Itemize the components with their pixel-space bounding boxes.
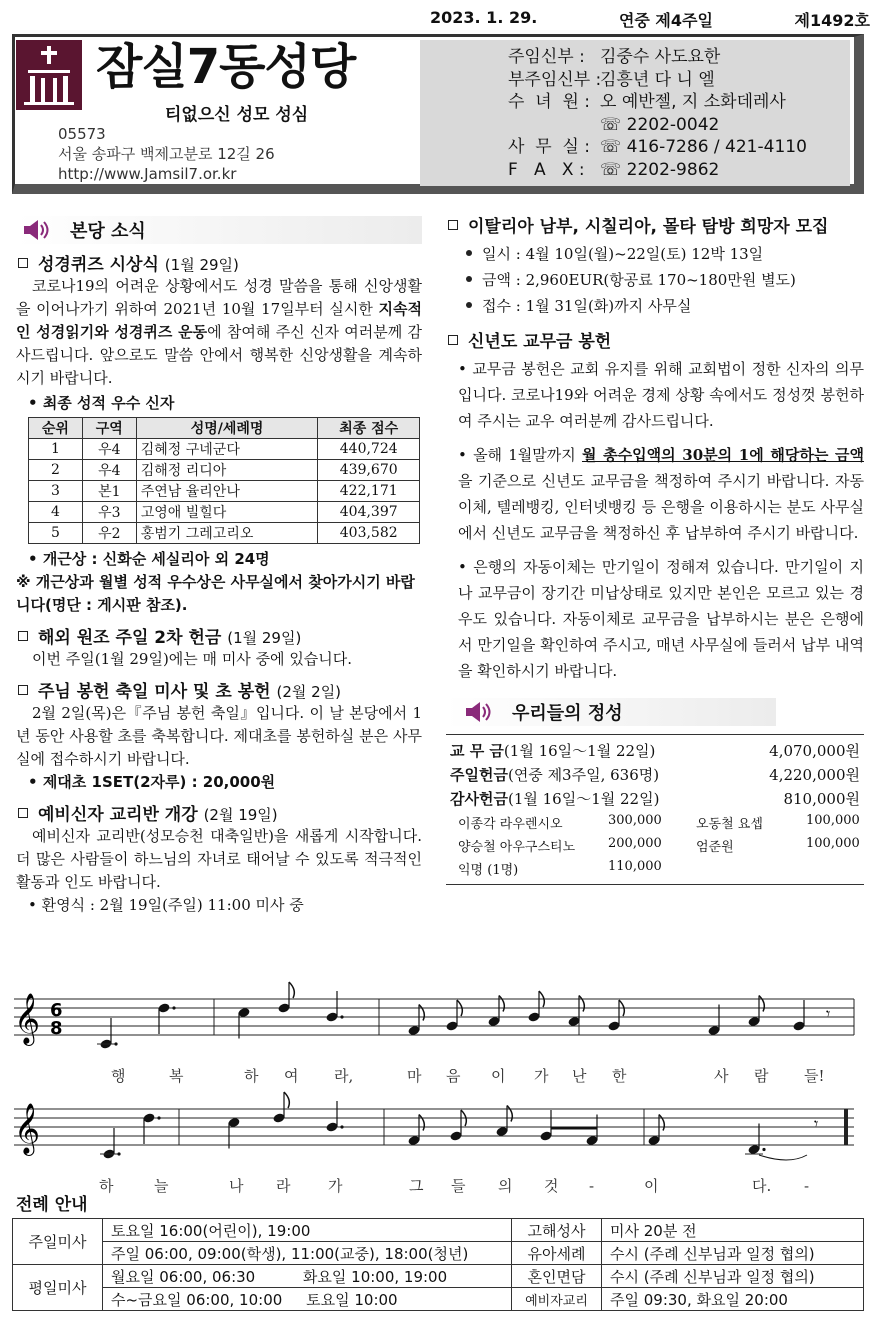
street-address: 서울 송파구 백제고분로 12길 26 (58, 145, 275, 163)
table-header: 최종 점수 (318, 418, 420, 439)
staff-row (508, 46, 807, 69)
svg-text:𝄾: 𝄾 (814, 1114, 819, 1133)
lyric-syllable: 그 (409, 1177, 424, 1195)
table-cell: 김혜정 구네군다 (136, 439, 318, 460)
table-cell: 2 (29, 460, 83, 481)
pilgrimage-details (446, 241, 864, 319)
staff-role: 사 무 실 : (508, 137, 591, 157)
mission-heading: 해외 원조 주일 2차 헌금 (1월 29일) (16, 623, 422, 648)
tithe-paragraph-3: • 은행의 자동이체는 만기일이 정해져 있습니다. 만기일이 지나 교무금이 장기간 미납상태로 있지만 본인은 모르고 있는 경우도 있습니다. 자동이체로 교무금을 납부하시는 분은 은행에서 만기일을 확인하여 주시고, 매년 사무실에 들러서 납부 내역을 확인하시기 바랍니다. (458, 558, 865, 680)
table-cell: 주연남 율리안나 (136, 481, 318, 502)
thanksgiving-donors (450, 813, 860, 878)
issue-number: 제1492호 (794, 11, 870, 30)
lyric-syllable: 다. (752, 1177, 772, 1195)
candle-text: 2월 2일(목)은『주님 봉헌 축일』입니다. 이 날 본당에서 1년 동안 사용할 초를 축복합니다. 제대초를 봉헌하실 분은 사무실에 접수하시기 바랍니다. (16, 704, 422, 768)
lyric-syllable: 의 (498, 1177, 513, 1195)
staff-role (508, 114, 600, 137)
service-time: 주일 09:30, 화요일 20:00 (602, 1288, 864, 1311)
staff-value: 김흥년 다 니 엘 (600, 69, 715, 90)
lyric-syllable: 행 (111, 1067, 126, 1085)
table-cell: 422,171 (318, 481, 420, 502)
staff-value: ☏ 2202-9862 (600, 159, 720, 180)
section-header-offerings (446, 698, 776, 726)
table-row (29, 502, 420, 523)
perfect-attendance-award: • 개근상 : 신화순 세실리아 외 24명 (28, 550, 270, 568)
lyric-syllable: 음 (446, 1067, 461, 1085)
donor-cell: 엄준원 (696, 840, 734, 855)
lyric-syllable: 라, (334, 1067, 354, 1085)
section-header-parish-news (16, 216, 422, 244)
donor-cell (696, 859, 806, 878)
liturgy-schedule-table (12, 1218, 864, 1311)
table-cell: 우3 (82, 502, 136, 523)
lyric-syllable: 한 (612, 1067, 627, 1085)
table-cell: 김해정 리디아 (136, 460, 318, 481)
lyric-syllable: 가 (534, 1067, 549, 1085)
staff-row (508, 91, 807, 114)
staff-role: 주임신부 : (508, 47, 585, 67)
weekday-mass-label: 평일미사 (13, 1265, 103, 1311)
award-note: ※ 개근상과 월별 성적 우수상은 사무실에서 찾아가시기 바랍니다(명단 : 게시판 참조). (16, 573, 415, 614)
offering-totals (450, 739, 860, 811)
table-cell: 우4 (82, 460, 136, 481)
catechumen-heading: 예비신자 교리반 개강 (2월 19일) (16, 800, 422, 825)
church-address (58, 124, 275, 184)
service-label: 혼인면담 (512, 1265, 602, 1288)
tithe-paragraph-2: • 올해 1월말까지 월 총수입액의 30분의 1에 해당하는 금액을 기준으로 신년도 교무금을 책정하여 주시기 바랍니다. 자동이체, 텔레뱅킹, 인터넷뱅킹 등 은행을 이용하시는 분도 사무실에서 신년도 교무금을 책정하신 후 납부하여 주시기 바랍니다. (458, 446, 864, 542)
sunday-mass-sun: 주일 06:00, 09:00(학생), 11:00(교중), 18:00(청년) (103, 1242, 512, 1265)
donor-cell: 110,000 (608, 859, 662, 874)
table-cell: 고영애 빌힐다 (136, 502, 318, 523)
table-cell: 1 (29, 439, 83, 460)
liturgy-title: 전례 안내 (16, 1195, 88, 1215)
list-item: 접수 : 1월 31일(화)까지 사무실 (446, 293, 864, 319)
lyric-syllable: 하 (99, 1177, 114, 1195)
time-signature-bottom: 8 (50, 1018, 63, 1039)
table-cell: 439,670 (318, 460, 420, 481)
left-column (16, 216, 422, 917)
staff-value: ☏ 2202-0042 (600, 114, 720, 135)
table-row (29, 481, 420, 502)
table-cell: 4 (29, 502, 83, 523)
music-score (14, 985, 864, 1195)
lyric-syllable: 이 (644, 1177, 659, 1195)
table-cell: 우4 (82, 439, 136, 460)
donor-cell: 양승철 아우구스티노 (458, 840, 576, 855)
offering-row: 감사헌금(1월 16일～1월 22일) 810,000원 (450, 790, 860, 808)
issue-date: 2023. 1. 29. (430, 8, 538, 27)
church-logo-icon (16, 40, 82, 110)
table-cell: 5 (29, 523, 83, 544)
staff-role: F A X : (508, 159, 585, 180)
table-cell: 403,582 (318, 523, 420, 544)
liturgical-week: 연중 제4주일 (618, 11, 713, 30)
postcode: 05573 (58, 125, 106, 143)
lyric-syllable: - (589, 1177, 595, 1195)
tithe-paragraph-1: • 교무금 봉헌은 교회 유지를 위해 교회법이 정한 신자의 의무입니다. 코로나19와 어려운 경제 상황 속에서도 정성껏 봉헌하여 주시는 교우 여러분께 감사드립니다. (458, 360, 864, 430)
quiz-text: 코로나19의 어려운 상황에서도 성경 말씀을 통해 신앙생활을 이어나가기 위하여 2021년 10월 17일부터 실시한 지속적인 성경읽기와 성경퀴즈 운동에 참여해 주신 신자 여러분께 감사드립니다. 앞으로도 말씀 안에서 행복한 신앙생활을 계속하시기 바랍니다. (16, 277, 422, 387)
service-label: 고해성사 (512, 1219, 602, 1242)
service-time: 수시 (주례 신부님과 일정 협의) (602, 1265, 864, 1288)
table-row (29, 460, 420, 481)
staff-row (508, 136, 807, 159)
offering-row: 주일헌금(연중 제3주일, 636명) 4,220,000원 (450, 766, 860, 784)
sunday-mass-label: 주일미사 (13, 1219, 103, 1265)
service-time: 미사 20분 전 (602, 1219, 864, 1242)
lyric-syllable: 이 (491, 1067, 506, 1085)
table-header: 순위 (29, 418, 83, 439)
donor-cell: 이종각 라우렌시오 (458, 817, 563, 832)
lyric-syllable: 복 (169, 1067, 184, 1085)
lyric-syllable: 사 (714, 1067, 729, 1085)
time-signature-top: 6 (50, 1000, 63, 1021)
section-title: 본당 소식 (70, 221, 146, 242)
lyric-syllable: 들 (451, 1177, 466, 1195)
staff-value: 김중수 사도요한 (600, 47, 721, 67)
staff-row (508, 69, 807, 92)
table-header: 구역 (82, 418, 136, 439)
donor-cell: 익명 (1명) (458, 863, 519, 878)
lyric-syllable: 늘 (154, 1177, 169, 1195)
ranking-table (28, 417, 420, 544)
service-label: 유아세례 (512, 1242, 602, 1265)
right-column (446, 212, 864, 885)
donor-cell: 100,000 (806, 836, 860, 851)
offering-row: 교 무 금(1월 16일～1월 22일) 4,070,000원 (450, 742, 860, 760)
mission-text: 이번 주일(1월 29일)에는 매 미사 중에 있습니다. (32, 650, 353, 668)
lyric-syllable: 람 (754, 1067, 769, 1085)
lyric-syllable: 여 (284, 1067, 299, 1085)
donor-cell: 200,000 (608, 836, 662, 851)
donor-cell (806, 859, 866, 878)
catechumen-text: 예비신자 교리반(성모승천 대축일반)을 새롭게 시작합니다. 더 많은 사람들이 하느님의 자녀로 태어날 수 있도록 적극적인 활동과 인도 바랍니다. (16, 827, 422, 891)
table-cell: 홍범기 그레고리오 (136, 523, 318, 544)
lyric-syllable: 것 (544, 1177, 559, 1195)
sunday-mass-sat: 토요일 16:00(어린이), 19:00 (103, 1219, 512, 1242)
candle-price: • 제대초 1SET(2자루) : 20,000원 (28, 773, 276, 791)
speaker-icon (22, 219, 48, 241)
lyric-syllable: 마 (407, 1067, 422, 1085)
church-name: 잠실7동성당 (96, 39, 356, 95)
donor-cell: 100,000 (806, 813, 860, 828)
quiz-heading: 성경퀴즈 시상식 (1월 29일) (16, 250, 422, 275)
ranking-title: • 최종 성적 우수 신자 (28, 394, 175, 412)
staff-role: 수 녀 원 : (508, 92, 591, 112)
table-cell: 우2 (82, 523, 136, 544)
table-cell: 440,724 (318, 439, 420, 460)
staff-row (508, 114, 807, 137)
speaker-icon (464, 701, 490, 723)
treble-clef-icon: 𝄞 (14, 993, 41, 1044)
website-link[interactable]: http://www.Jamsil7.or.kr (58, 165, 237, 183)
weekday-mass-wed-sat: 수~금요일 06:00, 10:00 토요일 10:00 (103, 1288, 512, 1311)
table-header: 성명/세례명 (136, 418, 318, 439)
table-row (29, 439, 420, 460)
staff-row (508, 159, 807, 182)
candle-heading: 주님 봉헌 축일 미사 및 초 봉헌 (2월 2일) (16, 677, 422, 702)
lyric-syllable: 나 (229, 1177, 244, 1195)
donor-cell: 오동철 요셉 (696, 817, 763, 832)
staff-value: ☏ 416-7286 / 421-4110 (600, 137, 807, 157)
table-row (29, 523, 420, 544)
svg-text:𝄾: 𝄾 (826, 1004, 831, 1023)
lyric-syllable: 하 (244, 1067, 259, 1085)
treble-clef-icon: 𝄞 (14, 1103, 41, 1154)
list-item: 일시 : 4월 10일(월)~22일(토) 12박 13일 (446, 241, 864, 267)
service-time: 수시 (주례 신부님과 일정 협의) (602, 1242, 864, 1265)
staff-list (508, 46, 807, 181)
service-label: 예비자교리 (512, 1288, 602, 1311)
lyric-syllable: - (804, 1177, 810, 1195)
section-title: 우리들의 정성 (512, 703, 623, 724)
table-cell: 404,397 (318, 502, 420, 523)
staff-role: 부주임신부 : (508, 69, 602, 90)
church-patron: 티없으신 성모 성심 (165, 105, 309, 125)
donor-cell: 300,000 (608, 813, 662, 828)
pilgrimage-heading: 이탈리아 남부, 시칠리아, 몰타 탐방 희망자 모집 (446, 212, 864, 237)
tithe-heading: 신년도 교무금 봉헌 (446, 327, 864, 352)
table-cell: 본1 (82, 481, 136, 502)
staff-value: 오 예반젤, 지 소화데레사 (600, 92, 786, 112)
issue-info (430, 8, 870, 31)
welcome-ceremony: • 환영식 : 2월 19일(주일) 11:00 미사 중 (28, 896, 304, 914)
lyric-syllable: 난 (572, 1067, 587, 1085)
weekday-mass-mon-tue: 월요일 06:00, 06:30 화요일 10:00, 19:00 (103, 1265, 512, 1288)
table-cell: 3 (29, 481, 83, 502)
lyric-syllable: 들! (804, 1067, 825, 1085)
lyric-syllable: 가 (328, 1177, 343, 1195)
lyric-syllable: 라 (276, 1177, 291, 1195)
list-item: 금액 : 2,960EUR(항공료 170~180만원 별도) (446, 267, 864, 293)
